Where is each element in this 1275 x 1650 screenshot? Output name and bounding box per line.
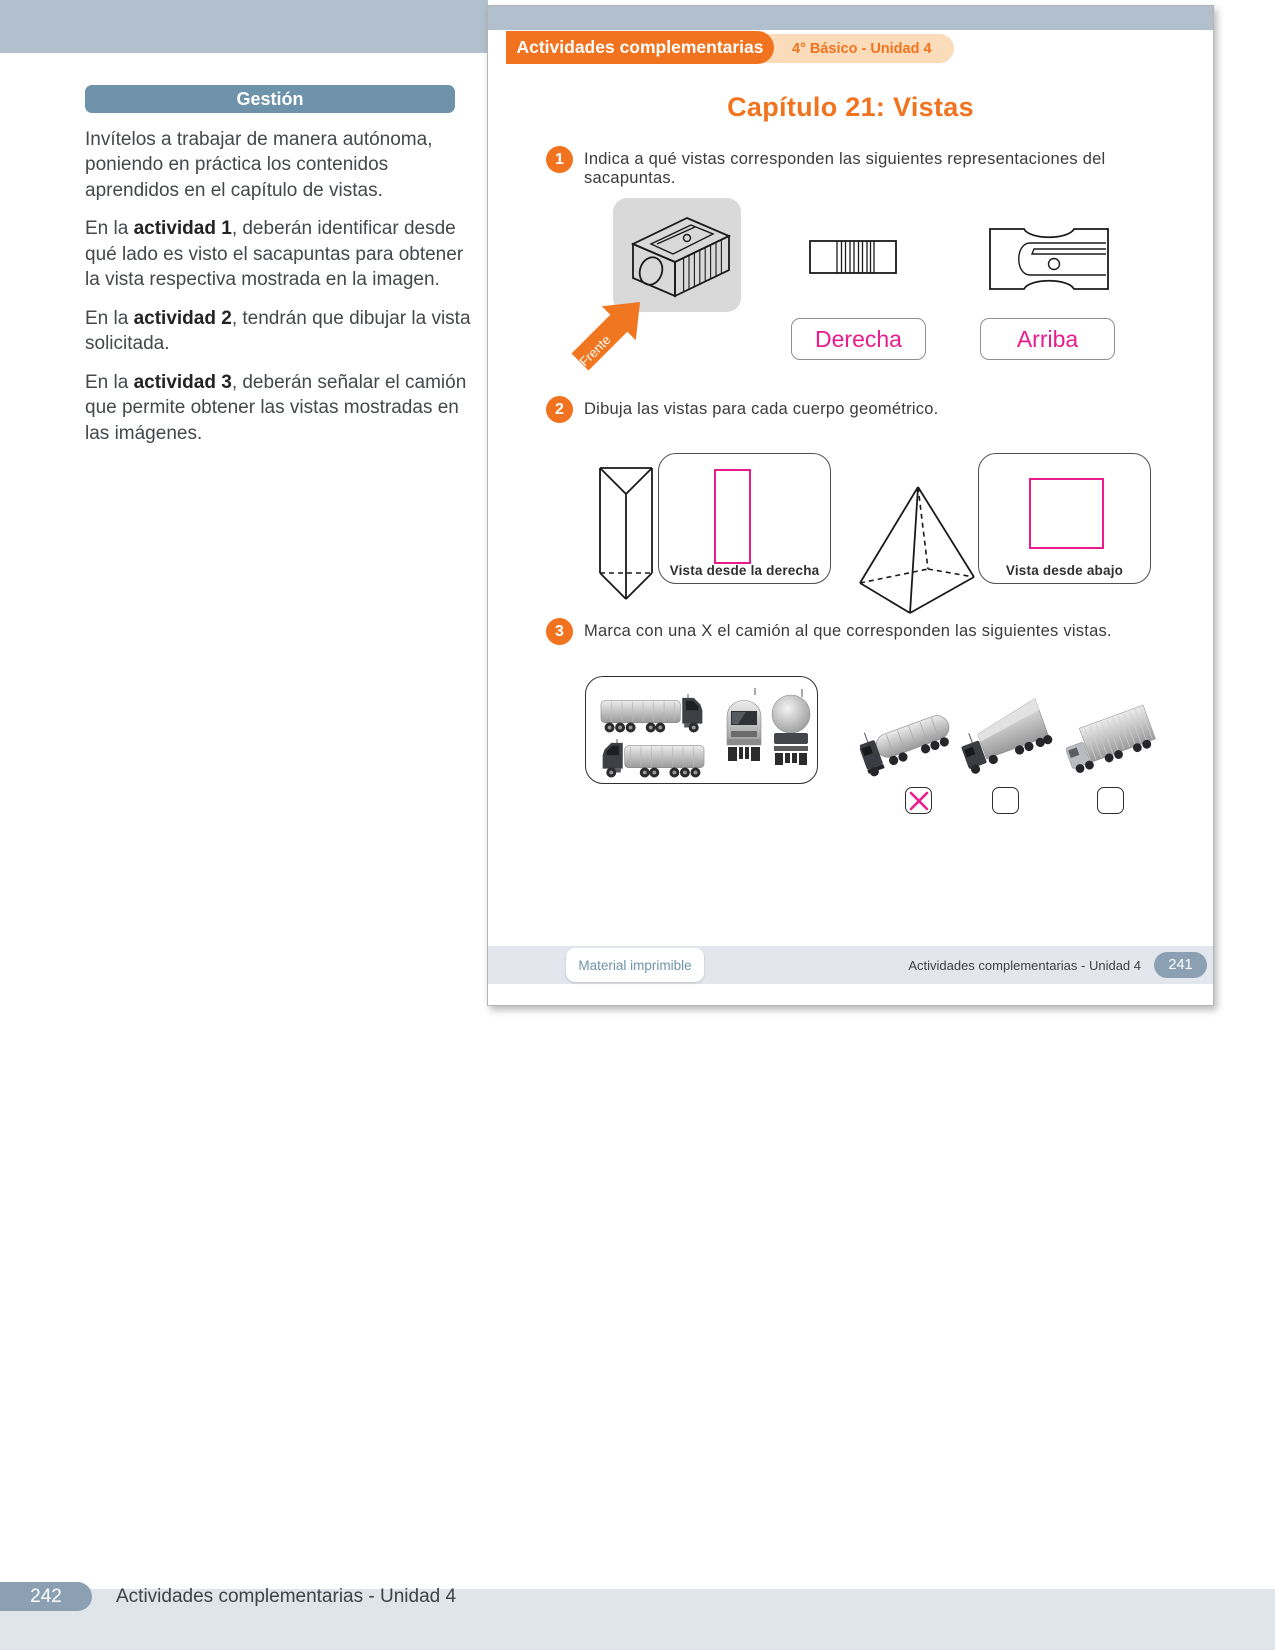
triangular-prism-figure [596,454,656,609]
answer-arriba-label: Arriba [1016,325,1079,352]
activity-2 [546,396,1196,423]
gestion-title: Gestión [236,88,304,109]
material-imprimible-label: Material imprimible [578,957,692,973]
worksheet-card [487,5,1214,1006]
unit-badge: 4° Básico - Unidad 4 [750,34,954,63]
page-footer-label: Actividades complementarias - Unidad 4 [116,1585,457,1607]
page-number-pill: 242 [0,1582,92,1611]
activity-3-number: 3 [546,618,573,645]
sidebar-paragraph: Invítelos a trabajar de manera autónoma, poniendo en práctica los contenidos aprendidos en el capítulo de vistas. [85,129,433,201]
top-band [0,0,488,53]
gestion-header [85,85,455,113]
truck-checkbox-3[interactable] [1097,787,1124,814]
activity-1-text: Indica a qué vistas corresponden las siguientes representaciones del sacapuntas. [584,150,1106,187]
sidebar-text [85,127,481,459]
drawn-square-answer [1029,478,1104,549]
truck-option-1-tanker [860,692,960,792]
truck-side-view-left [594,739,706,783]
activity-1 [546,146,1196,188]
truck-views-box [585,676,818,784]
drawing-box-right-view[interactable] [658,453,831,584]
drawing-box-1-label: Vista desde la derecha [669,563,820,578]
sidebar-paragraph: En la actividad 1, deberán identificar desde qué lado es visto el sacapuntas para obtener la vista respectiva mostrada en la imagen. [85,218,464,291]
front-arrow-label: Frente [576,332,614,370]
page-title: Capítulo 21: Vistas [727,92,974,122]
sidebar-paragraph: En la actividad 2, tendrán que dibujar la vista solicitada. [85,307,471,355]
drawn-rectangle-answer [714,469,751,564]
x-mark-icon [906,788,933,815]
activity-2-text: Dibuja las vistas para cada cuerpo geométrico. [584,400,939,418]
answer-derecha-label: Derecha [815,325,902,352]
pyramid-figure [856,481,978,619]
truck-side-view-right [599,694,711,738]
material-imprimible-tab[interactable] [566,948,704,982]
worksheet-header-tab: Actividades complementarias [506,31,774,64]
answer-box-derecha[interactable] [791,318,926,360]
truck-checkbox-1[interactable] [905,787,932,814]
sharpener-side-view-figure [809,240,897,274]
front-arrow-icon [560,272,672,380]
sidebar-paragraph: En la actividad 3, deberán señalar el camión que permite obtener las vistas mostradas en las imágenes. [85,371,467,444]
card-page-number: 241 [1154,952,1207,978]
sharpener-top-view-figure [988,227,1110,291]
truck-front-view [722,687,766,775]
activity-3-text: Marca con una X el camión al que corresponden las siguientes vistas. [584,622,1112,640]
truck-checkbox-2[interactable] [992,787,1019,814]
activity-3 [546,618,1196,645]
truck-option-2-wedge [960,692,1060,792]
answer-box-arriba[interactable] [980,318,1115,360]
card-footer-label: Actividades complementarias - Unidad 4 [908,957,1141,973]
drawing-box-bottom-view[interactable] [978,453,1151,584]
activity-1-number: 1 [546,146,573,173]
truck-option-3-box [1066,696,1161,794]
drawing-box-2-label: Vista desde abajo [1005,563,1124,578]
truck-rear-view [771,687,811,775]
activity-2-number: 2 [546,396,573,423]
card-top-band [488,6,1213,30]
